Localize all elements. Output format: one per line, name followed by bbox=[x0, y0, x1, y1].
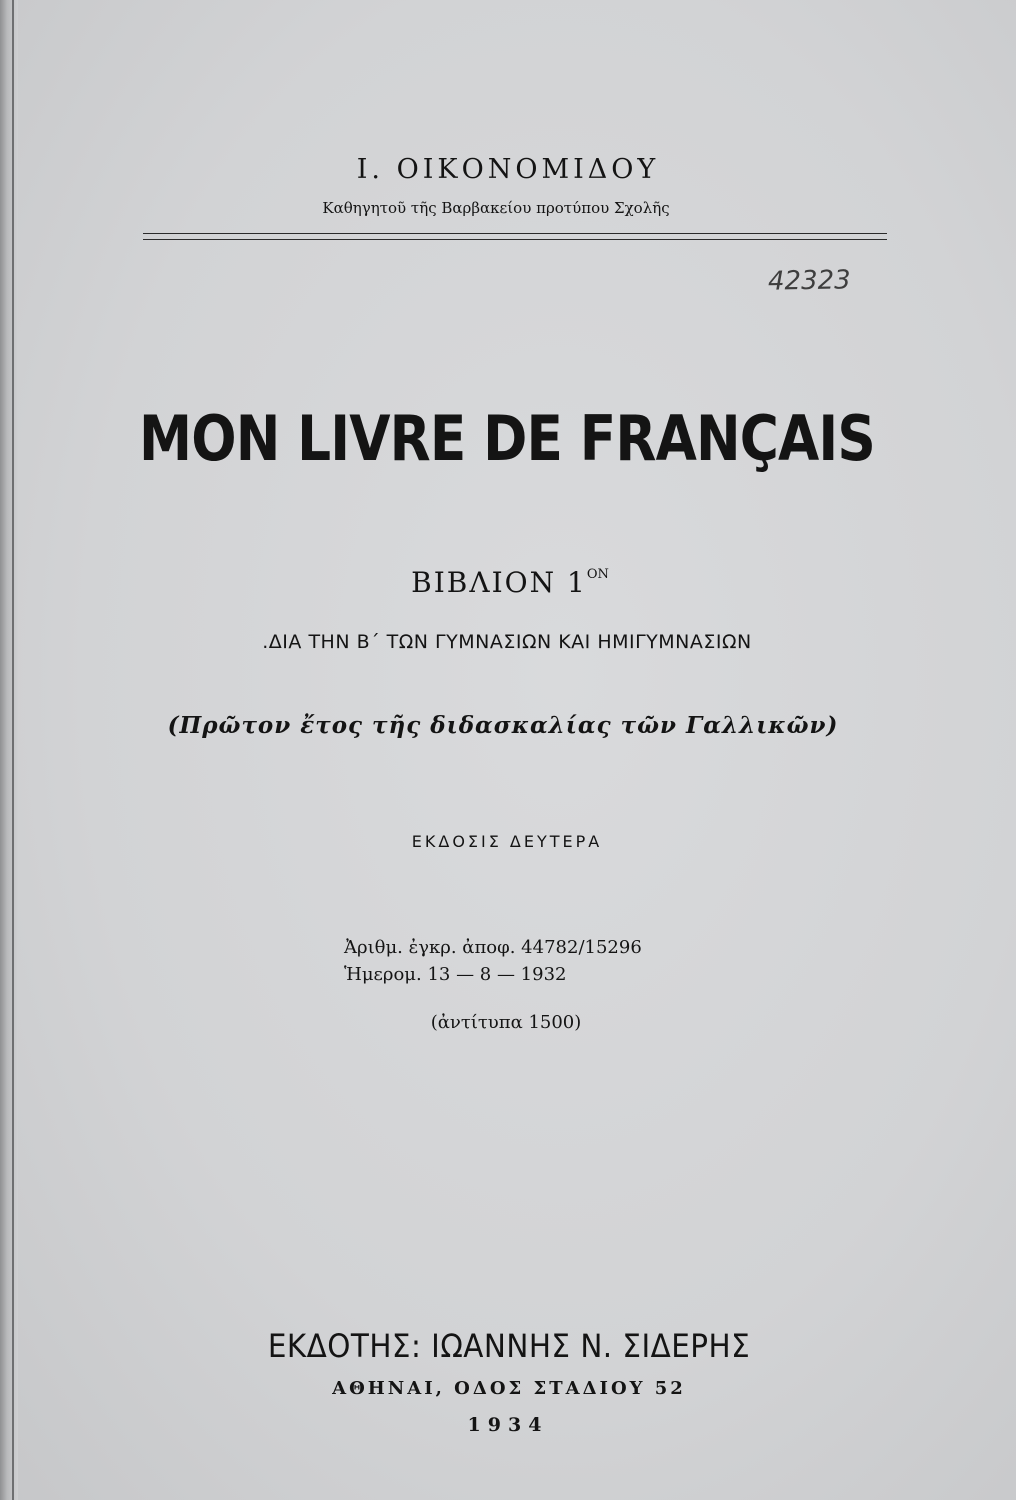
book-title: MON LIVRE DE FRANÇAIS bbox=[139, 402, 875, 475]
binding-line bbox=[12, 0, 14, 1500]
publisher-name: ΕΚΔΟΤΗΣ: ΙΩΑΝΝΗΣ Ν. ΣΙΔΕΡΗΣ bbox=[267, 1327, 751, 1365]
handwritten-shelf-mark: 42323 bbox=[767, 265, 851, 297]
book-volume-suffix: ΟΝ bbox=[586, 567, 609, 582]
author-affiliation: Καθηγητοῦ τῆς Βαρβακείου προτύπου Σχολῆς bbox=[322, 199, 670, 217]
header-rule-top bbox=[143, 233, 887, 234]
print-run: (ἀντίτυπα 1500) bbox=[430, 1012, 582, 1033]
edition-label: ΕΚΔΟΣΙΣ ΔΕΥΤΕΡΑ bbox=[411, 832, 603, 851]
book-spine-edge bbox=[0, 0, 18, 1500]
approval-number: Ἀριθμ. ἐγκρ. ἀποφ. 44782/15296 bbox=[344, 937, 642, 958]
book-volume bbox=[2, 566, 1016, 599]
book-subtitle: (Πρῶτον ἔτος τῆς διδασκαλίας τῶν Γαλλικῶν) bbox=[167, 712, 839, 739]
publisher-address: ΑΘΗΝΑΙ, ΟΔΟΣ ΣΤΑΔΙΟΥ 52 bbox=[332, 1378, 686, 1399]
book-volume-label: ΒΙΒΛΙΟΝ 1 bbox=[411, 566, 587, 599]
approval-date: Ἡμερομ. 13 — 8 — 1932 bbox=[344, 964, 567, 985]
header-rule-bottom bbox=[143, 239, 887, 240]
author-name: Ι. ΟΙΚΟΝΟΜΙΔΟΥ bbox=[356, 154, 660, 185]
target-grades: .ΔΙΑ ΤΗΝ Β΄ ΤΩΝ ΓΥΜΝΑΣΙΩΝ ΚΑΙ ΗΜΙΓΥΜΝΑΣΙΩΝ bbox=[262, 631, 752, 653]
publication-year: 1934 bbox=[467, 1414, 549, 1436]
